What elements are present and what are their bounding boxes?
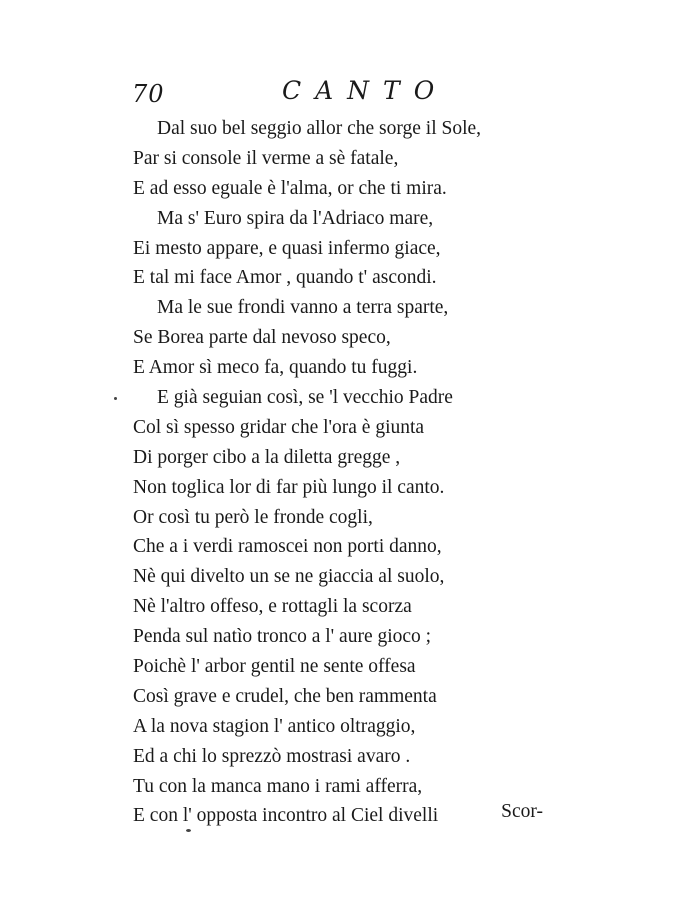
running-head: CANTO: [282, 76, 449, 105]
ink-speck: [114, 397, 117, 400]
verse-line: Così grave e crudel, che ben rammenta: [133, 685, 437, 707]
verse-line: Nè l'altro offeso, e rottagli la scorza: [133, 596, 412, 618]
page-number: 70: [132, 80, 165, 108]
verse-line: E già seguian così, se 'l vecchio Padre: [157, 387, 453, 409]
verse-line: Ma s' Euro spira da l'Adriaco mare,: [157, 207, 434, 229]
verse-line: E Amor sì meco fa, quando tu fuggi.: [133, 357, 418, 379]
verse-line: E ad esso eguale è l'alma, or che ti mira.: [133, 177, 447, 199]
verse-line: Di porger cibo a la diletta gregge ,: [133, 446, 401, 468]
verse-line: E tal mi face Amor , quando t' ascondi.: [133, 267, 437, 289]
verse-line: Se Borea parte dal nevoso speco,: [133, 327, 391, 349]
verse-line: Dal suo bel seggio allor che sorge il Sole,: [157, 118, 482, 139]
verse-line: Ma le sue frondi vanno a terra sparte,: [157, 297, 449, 319]
verse-line: Or così tu però le fronde cogli,: [133, 506, 373, 528]
verse-line: Che a i verdi ramoscei non porti danno,: [133, 536, 442, 558]
verse-line: Ed a chi lo sprezzò mostrasi avaro .: [133, 745, 411, 767]
verse-line: Non toglica lor di far più lungo il canto.: [133, 476, 445, 498]
verse-line: Nè qui divelto un se ne giaccia al suolo,: [133, 566, 445, 588]
verse-line: E con l' opposta incontro al Ciel divelli: [133, 805, 439, 827]
verse-line: Poichè l' arbor gentil ne sente offesa: [133, 656, 416, 678]
verse-line: Col sì spesso gridar che l'ora è giunta: [133, 416, 425, 438]
verse-line: Par si console il verme a sè fatale,: [133, 147, 399, 169]
catchword: Scor-: [501, 801, 543, 822]
verse-list: [133, 114, 563, 831]
verse-line: Penda sul natìo tronco a l' aure gioco ;: [133, 626, 432, 648]
verse-line: A la nova stagion l' antico oltraggio,: [133, 715, 416, 737]
ink-speck: [186, 829, 191, 832]
verse-line: Tu con la manca mano i rami afferra,: [133, 775, 423, 797]
verse-line: Ei mesto appare, e quasi infermo giace,: [133, 237, 441, 259]
